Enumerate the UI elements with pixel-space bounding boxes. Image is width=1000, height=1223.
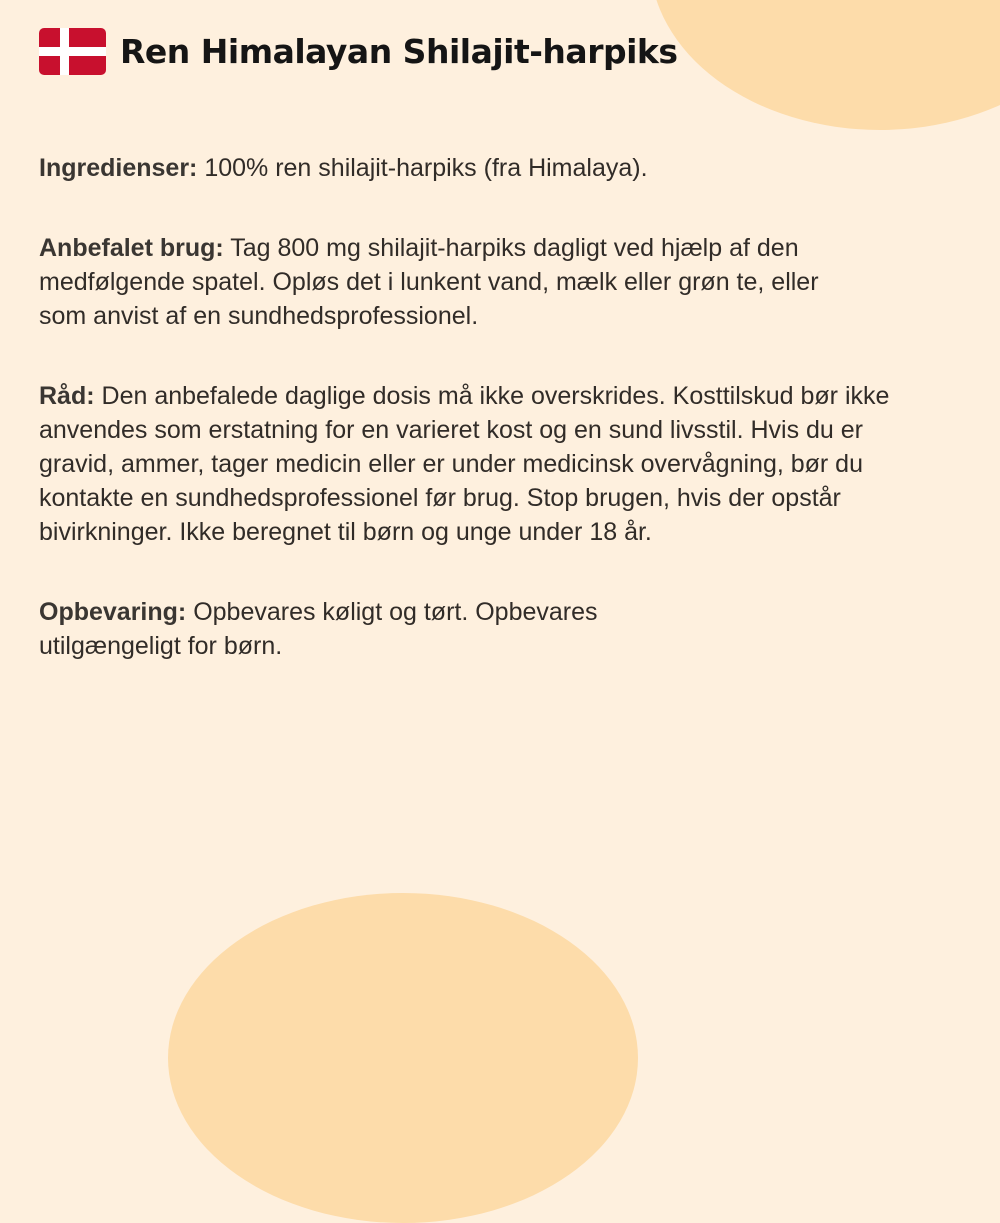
- usage-text: Tag 800 mg shilajit-harpiks dagligt ved hjælp af den medfølgende spatel. Opløs det i lunkent vand, mælk eller grøn te, eller som anvist af en sundhedsprofessionel.: [39, 234, 819, 330]
- advice-text: Den anbefalede daglige dosis må ikke overskrides. Kosttilskud bør ikke anvendes som erstatning for en varieret kost og en sund livsstil. Hvis du er gravid, ammer, tager medicin eller er under medicinsk overvågning, bør du kontakte en sundhedsprofessionel før brug. Stop brugen, hvis der opstår bivirkninger. Ikke beregnet til børn og unge under 18 år.: [39, 382, 890, 546]
- usage-label: Anbefalet brug:: [39, 234, 224, 262]
- header: [39, 28, 678, 75]
- decorative-circle-top: [650, 0, 1000, 130]
- ingredients-text: 100% ren shilajit-harpiks (fra Himalaya).: [197, 154, 648, 182]
- ingredients-section: [39, 151, 899, 185]
- storage-label: Opbevaring:: [39, 598, 187, 626]
- product-info: [39, 151, 939, 663]
- denmark-flag-icon: [39, 28, 106, 75]
- usage-section: [39, 231, 869, 333]
- storage-text: Opbevares køligt og tørt. Opbevares utilgængeligt for børn.: [39, 598, 598, 660]
- advice-section: [39, 379, 939, 549]
- advice-label: Råd:: [39, 382, 95, 410]
- ingredients-label: Ingredienser:: [39, 154, 198, 182]
- page-title: Ren Himalayan Shilajit-harpiks: [120, 32, 678, 71]
- decorative-circle-bottom: [168, 893, 638, 1223]
- flag-cross-horizontal: [39, 47, 106, 56]
- storage-section: [39, 595, 719, 663]
